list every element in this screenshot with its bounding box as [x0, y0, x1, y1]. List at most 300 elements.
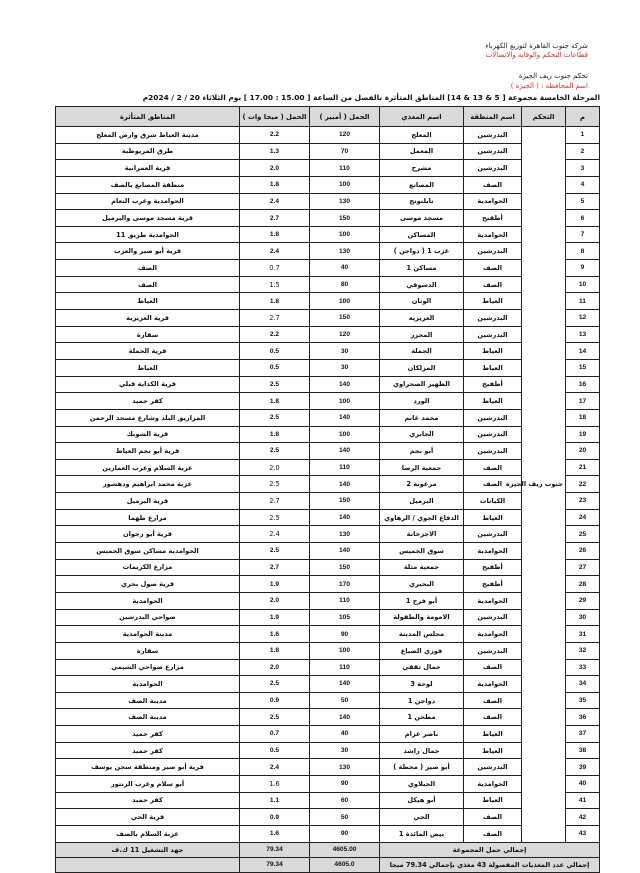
load-amp-cell: 140: [310, 476, 380, 493]
feeder-cell: الوتان: [380, 293, 464, 310]
load-mw-cell: 2.4: [240, 193, 310, 210]
row-index: 30: [566, 609, 600, 626]
group-total-mw: 79.34: [240, 842, 310, 857]
load-amp-cell: 90: [310, 775, 380, 792]
feeder-cell: مسجد موسى: [380, 210, 464, 227]
load-amp-cell: 130: [310, 759, 380, 776]
row-index: 12: [566, 310, 600, 327]
load-mw-cell: 2.7: [240, 310, 310, 327]
feeder-cell: المصانع: [380, 176, 464, 193]
row-index: 9: [566, 260, 600, 277]
region-cell: الصف: [464, 692, 522, 709]
feeder-cell: أبو هيكل: [380, 792, 464, 809]
region-cell: الصف: [464, 825, 522, 842]
load-amp-cell: 100: [310, 226, 380, 243]
table-row: [56, 726, 600, 743]
load-mw-cell: 2.4: [240, 526, 310, 543]
region-cell: البدرشين: [464, 310, 522, 327]
region-cell: البدرشين: [464, 143, 522, 160]
table-row: [56, 709, 600, 726]
affected-areas-cell: الحوامدية: [56, 676, 240, 693]
feeder-cell: أبو فرج 1: [380, 592, 464, 609]
region-cell: الحوامدية: [464, 226, 522, 243]
row-index: 7: [566, 226, 600, 243]
affected-areas-cell: قرية أبو صير ومنطقة سجن يوسف: [56, 759, 240, 776]
feeder-cell: دواجن 1: [380, 692, 464, 709]
table-row: [56, 509, 600, 526]
load-mw-cell: 1.6: [240, 626, 310, 643]
table-row: [56, 576, 600, 593]
affected-areas-cell: قرية أبو رجوان: [56, 526, 240, 543]
affected-areas-cell: الحوامدية طريق 11: [56, 226, 240, 243]
control-region-cell: جنوب ريف الجيزة: [522, 127, 566, 843]
load-mw-cell: 1.5: [240, 276, 310, 293]
load-mw-cell: 2.2: [240, 127, 310, 144]
load-mw-cell: 0.9: [240, 692, 310, 709]
table-row: [56, 792, 600, 809]
col-areas-header: المناطق المتأثرة: [56, 107, 240, 127]
region-cell: الحوامدية: [464, 543, 522, 560]
row-index: 1: [566, 127, 600, 144]
row-index: 25: [566, 526, 600, 543]
feeder-cell: مزغونة 2: [380, 476, 464, 493]
affected-areas-cell: عزبة محمد ابراهيم ودهشور: [56, 476, 240, 493]
feeder-cell: الامومة والطفولة: [380, 609, 464, 626]
region-cell: البدرشين: [464, 426, 522, 443]
feeder-cell: محمد غانم: [380, 409, 464, 426]
region-cell: الحوامدية: [464, 676, 522, 693]
table-row: [56, 243, 600, 260]
table-row: [56, 825, 600, 842]
load-mw-cell: 2.7: [240, 493, 310, 510]
load-amp-cell: 60: [310, 792, 380, 809]
region-cell: الحوامدية: [464, 775, 522, 792]
schedule-info-line: المرحلة الخامسة مجموعة [ 5 & 13 & 14] المناطق المتأثرة بالفصل من الساعة [ 15.00 : 17.00 ] يوم الثلاثاء 20 / 2 / 2024م: [142, 93, 600, 102]
feeder-cell: الدسوقي: [380, 276, 464, 293]
row-index: 28: [566, 576, 600, 593]
col-load-mw-header: الحمل ( ميجا وات ): [240, 107, 310, 127]
region-cell: أطفيح: [464, 376, 522, 393]
load-amp-cell: 150: [310, 493, 380, 510]
load-mw-cell: 0.5: [240, 343, 310, 360]
row-index: 33: [566, 659, 600, 676]
row-index: 15: [566, 359, 600, 376]
row-index: 37: [566, 726, 600, 743]
load-mw-cell: 2.5: [240, 409, 310, 426]
table-row: [56, 592, 600, 609]
affected-areas-cell: كفر حميد: [56, 393, 240, 410]
load-amp-cell: 140: [310, 409, 380, 426]
region-cell: أطفيح: [464, 576, 522, 593]
row-index: 3: [566, 160, 600, 177]
load-amp-cell: 140: [310, 676, 380, 693]
row-index: 13: [566, 326, 600, 343]
affected-areas-cell: قرية العزيزية: [56, 310, 240, 327]
affected-areas-cell: قرية الكداية قبلي: [56, 376, 240, 393]
feeder-cell: عزب 1 ( دواجن ): [380, 243, 464, 260]
affected-areas-cell: مدينة الصف: [56, 709, 240, 726]
load-amp-cell: 100: [310, 293, 380, 310]
table-row: [56, 543, 600, 560]
load-mw-cell: 2.0: [240, 592, 310, 609]
load-amp-cell: 150: [310, 210, 380, 227]
row-index: 39: [566, 759, 600, 776]
table-row: [56, 176, 600, 193]
load-mw-cell: 2.7: [240, 210, 310, 227]
feeder-cell: جمال راشد: [380, 742, 464, 759]
load-mw-cell: 2.2: [240, 326, 310, 343]
load-amp-cell: 130: [310, 243, 380, 260]
load-amp-cell: 140: [310, 376, 380, 393]
feeder-cell: مجلس المدينة: [380, 626, 464, 643]
row-index: 10: [566, 276, 600, 293]
region-cell: العياط: [464, 792, 522, 809]
row-index: 22: [566, 476, 600, 493]
feeder-cell: أبو صير ( محطة ): [380, 759, 464, 776]
affected-areas-cell: قرية أبو صير والعزب: [56, 243, 240, 260]
feeder-cell: الظهير الصحراوي: [380, 376, 464, 393]
load-mw-cell: 1.6: [240, 825, 310, 842]
feeder-cell: لوحة 3: [380, 676, 464, 693]
affected-areas-cell: طرق المريوطية: [56, 143, 240, 160]
region-cell: البدرشين: [464, 609, 522, 626]
load-amp-cell: 30: [310, 742, 380, 759]
feeder-cell: المعلج: [380, 127, 464, 144]
load-amp-cell: 30: [310, 343, 380, 360]
affected-areas-cell: كفر حميد: [56, 726, 240, 743]
region-cell: العياط: [464, 393, 522, 410]
load-amp-cell: 150: [310, 310, 380, 327]
region-cell: العياط: [464, 726, 522, 743]
region-cell: البدرشين: [464, 642, 522, 659]
table-row: [56, 559, 600, 576]
affected-areas-cell: العياط: [56, 293, 240, 310]
row-index: 27: [566, 559, 600, 576]
table-row: [56, 343, 600, 360]
affected-areas-cell: قرية مسجد موسى والبرميل: [56, 210, 240, 227]
affected-areas-cell: كفر حميد: [56, 792, 240, 809]
affected-areas-cell: سقارة: [56, 642, 240, 659]
feeder-cell: مساكن 1: [380, 260, 464, 277]
table-header-row: [56, 107, 600, 127]
col-index-header: م: [566, 107, 600, 127]
load-amp-cell: 80: [310, 276, 380, 293]
load-amp-cell: 140: [310, 443, 380, 460]
load-mw-cell: 0.5: [240, 742, 310, 759]
load-amp-cell: 170: [310, 576, 380, 593]
region-cell: الصف: [464, 709, 522, 726]
table-row: [56, 676, 600, 693]
load-mw-cell: 2.4: [240, 243, 310, 260]
load-amp-cell: 40: [310, 260, 380, 277]
col-load-amp-header: الحمل ( أمبير ): [310, 107, 380, 127]
region-cell: البدرشين: [464, 326, 522, 343]
table-row: [56, 659, 600, 676]
feeder-cell: بيض المائدة 1: [380, 825, 464, 842]
group-total-label: إجمالي حمل المجموعة: [380, 842, 600, 857]
table-row: [56, 775, 600, 792]
load-mw-cell: 0.7: [240, 726, 310, 743]
load-amp-cell: 150: [310, 559, 380, 576]
load-amp-cell: 130: [310, 526, 380, 543]
load-amp-cell: 90: [310, 825, 380, 842]
load-mw-cell: 1.8: [240, 426, 310, 443]
load-amp-cell: 110: [310, 592, 380, 609]
table-body: [56, 127, 600, 843]
region-cell: العياط: [464, 343, 522, 360]
load-amp-cell: 90: [310, 626, 380, 643]
affected-areas-cell: كفر حميد: [56, 742, 240, 759]
affected-areas-cell: الصف: [56, 260, 240, 277]
row-index: 38: [566, 742, 600, 759]
control-name: تحكم جنوب ريف الجيزة: [518, 72, 588, 80]
load-amp-cell: 105: [310, 609, 380, 626]
group-total-amp: 4605.00: [310, 842, 380, 857]
grand-total-mw: 79.34: [240, 857, 310, 872]
row-index: 29: [566, 592, 600, 609]
region-cell: أطفيح: [464, 559, 522, 576]
table-row: [56, 409, 600, 426]
grand-total-label: إجمالي عدد المغذيات المفصولة 43 مغذي بإجمالي 79.34 ميجا: [380, 857, 600, 872]
load-mw-cell: 1.8: [240, 176, 310, 193]
load-amp-cell: 110: [310, 659, 380, 676]
table-row: [56, 609, 600, 626]
load-mw-cell: 2.4: [240, 759, 310, 776]
load-amp-cell: 120: [310, 326, 380, 343]
load-amp-cell: 70: [310, 143, 380, 160]
region-cell: العياط: [464, 742, 522, 759]
load-mw-cell: 2.0: [240, 459, 310, 476]
affected-areas-cell: قرية صول بحري: [56, 576, 240, 593]
affected-areas-cell: مزارع طهما: [56, 509, 240, 526]
table-row: [56, 260, 600, 277]
load-mw-cell: 1.3: [240, 143, 310, 160]
region-cell: البدرشين: [464, 443, 522, 460]
feeder-cell: سوق الخميس: [380, 543, 464, 560]
feeder-cell: جمال ثقفي: [380, 659, 464, 676]
feeder-cell: ناصر عزام: [380, 726, 464, 743]
table-row: [56, 160, 600, 177]
load-amp-cell: 100: [310, 176, 380, 193]
load-mw-cell: 1.9: [240, 576, 310, 593]
load-amp-cell: 140: [310, 709, 380, 726]
affected-areas-cell: ضواحي البدرشين: [56, 609, 240, 626]
affected-areas-cell: قرية العمرانية: [56, 160, 240, 177]
region-cell: العياط: [464, 359, 522, 376]
feeder-cell: مطحن 1: [380, 709, 464, 726]
row-index: 35: [566, 692, 600, 709]
table-row: [56, 742, 600, 759]
region-cell: الحوامدية: [464, 193, 522, 210]
load-amp-cell: 100: [310, 393, 380, 410]
table-row: [56, 359, 600, 376]
affected-areas-cell: مدينة الحوامدية: [56, 626, 240, 643]
load-amp-cell: 140: [310, 509, 380, 526]
region-cell: البدرشين: [464, 759, 522, 776]
feeder-cell: المجزر: [380, 326, 464, 343]
row-index: 24: [566, 509, 600, 526]
affected-areas-cell: مدينة العياط شرق وارض المعلج: [56, 127, 240, 144]
region-cell: الصف: [464, 809, 522, 826]
table-row: [56, 376, 600, 393]
affected-areas-cell: قرية الشوبك: [56, 426, 240, 443]
table-row: [56, 276, 600, 293]
group-total-row: [56, 842, 600, 857]
affected-areas-cell: مزارع ضواحي الشيمي: [56, 659, 240, 676]
region-cell: الصف: [464, 260, 522, 277]
load-mw-cell: 2.7: [240, 559, 310, 576]
table-row: [56, 692, 600, 709]
region-cell: العياط: [464, 509, 522, 526]
load-amp-cell: 110: [310, 160, 380, 177]
row-index: 16: [566, 376, 600, 393]
table-row: [56, 759, 600, 776]
grand-total-amp: 4605.0: [310, 857, 380, 872]
col-region-header: اسم المنطقة: [464, 107, 522, 127]
affected-areas-cell: منطقة المصانع بالصف: [56, 176, 240, 193]
feeder-cell: جمعية الرضا: [380, 459, 464, 476]
table-row: [56, 293, 600, 310]
region-cell: البدرشين: [464, 127, 522, 144]
group-voltage-note: جهد التشغيل 11 ك.ف: [56, 842, 240, 857]
row-index: 36: [566, 709, 600, 726]
sector-name: قطاعات التحكم والوقاية والاتصالات: [485, 51, 588, 59]
grand-total-blank: [56, 857, 240, 872]
affected-areas-cell: مزارع الكريمات: [56, 559, 240, 576]
load-mw-cell: 1.8: [240, 642, 310, 659]
affected-areas-cell: الحوامدية وغرب النعام: [56, 193, 240, 210]
table-row: [56, 493, 600, 510]
outage-table: [55, 106, 600, 873]
grand-total-row: [56, 857, 600, 872]
row-index: 32: [566, 642, 600, 659]
load-amp-cell: 100: [310, 426, 380, 443]
load-mw-cell: 1.8: [240, 293, 310, 310]
feeder-cell: مشرح: [380, 160, 464, 177]
load-mw-cell: 2.0: [240, 659, 310, 676]
region-cell: أطفيح: [464, 210, 522, 227]
row-index: 18: [566, 409, 600, 426]
load-amp-cell: 120: [310, 127, 380, 144]
affected-areas-cell: المرازيق البلد وشارع مسجد الرحمن: [56, 409, 240, 426]
affected-areas-cell: الحوامدية: [56, 592, 240, 609]
table-row: [56, 443, 600, 460]
row-index: 21: [566, 459, 600, 476]
feeder-cell: تابلنوتج: [380, 193, 464, 210]
feeder-cell: الجملة: [380, 343, 464, 360]
region-cell: الصف: [464, 176, 522, 193]
load-amp-cell: 110: [310, 459, 380, 476]
feeder-cell: الورد: [380, 393, 464, 410]
load-mw-cell: 2.0: [240, 160, 310, 177]
feeder-cell: المزلكان: [380, 359, 464, 376]
table-row: [56, 526, 600, 543]
load-mw-cell: 1.6: [240, 775, 310, 792]
table-row: [56, 310, 600, 327]
affected-areas-cell: العياط: [56, 359, 240, 376]
region-cell: الصف: [464, 659, 522, 676]
feeder-cell: أبو نجم: [380, 443, 464, 460]
row-index: 14: [566, 343, 600, 360]
affected-areas-cell: قرية الحي: [56, 809, 240, 826]
affected-areas-cell: قرية الجملة: [56, 343, 240, 360]
table-row: [56, 426, 600, 443]
table-row: [56, 226, 600, 243]
affected-areas-cell: الحوامدية مساكن سوق الخميس: [56, 543, 240, 560]
load-amp-cell: 100: [310, 642, 380, 659]
table-row: [56, 626, 600, 643]
feeder-cell: البرميل: [380, 493, 464, 510]
table-row: [56, 193, 600, 210]
governorate-name: اسم المحافظة : ( الجيزة ): [510, 82, 588, 90]
load-mw-cell: 2.5: [240, 476, 310, 493]
row-index: 2: [566, 143, 600, 160]
load-mw-cell: 2.5: [240, 443, 310, 460]
row-index: 26: [566, 543, 600, 560]
load-mw-cell: 2.5: [240, 509, 310, 526]
region-cell: البدرشين: [464, 409, 522, 426]
region-cell: العياط: [464, 293, 522, 310]
load-mw-cell: 1.1: [240, 792, 310, 809]
row-index: 23: [566, 493, 600, 510]
row-index: 11: [566, 293, 600, 310]
region-cell: البدرشين: [464, 526, 522, 543]
feeder-cell: الجبلاوي: [380, 775, 464, 792]
feeder-cell: الجابري: [380, 426, 464, 443]
region-cell: البدرشين: [464, 160, 522, 177]
row-index: 40: [566, 775, 600, 792]
company-name: شركة جنوب القاهرة لتوزيع الكهرباء: [485, 42, 588, 50]
table-row: [56, 326, 600, 343]
region-cell: الحوامدية: [464, 626, 522, 643]
table-row: [56, 210, 600, 227]
region-cell: الصف: [464, 459, 522, 476]
feeder-cell: الحي: [380, 809, 464, 826]
affected-areas-cell: قرية أبو نجم العياط: [56, 443, 240, 460]
load-mw-cell: 1.8: [240, 393, 310, 410]
row-index: 17: [566, 393, 600, 410]
affected-areas-cell: أبو سلام وعرب الزنتور: [56, 775, 240, 792]
load-mw-cell: 2.5: [240, 676, 310, 693]
table-row: [56, 143, 600, 160]
row-index: 5: [566, 193, 600, 210]
affected-areas-cell: عزبة السلام بالصف: [56, 825, 240, 842]
table-row: [56, 809, 600, 826]
row-index: 34: [566, 676, 600, 693]
feeder-cell: المساكن: [380, 226, 464, 243]
load-amp-cell: 40: [310, 726, 380, 743]
feeder-cell: العزيزيه: [380, 310, 464, 327]
row-index: 19: [566, 426, 600, 443]
row-index: 41: [566, 792, 600, 809]
load-mw-cell: 0.7: [240, 260, 310, 277]
affected-areas-cell: الصف: [56, 276, 240, 293]
table-row: [56, 393, 600, 410]
region-cell: البدرشين: [464, 243, 522, 260]
load-mw-cell: 2.5: [240, 709, 310, 726]
load-amp-cell: 50: [310, 809, 380, 826]
col-control-header: التحكم: [522, 107, 566, 127]
region-cell: الصف: [464, 476, 522, 493]
feeder-cell: جمعية مثلة: [380, 559, 464, 576]
load-amp-cell: 130: [310, 193, 380, 210]
region-cell: الكيانات: [464, 493, 522, 510]
row-index: 4: [566, 176, 600, 193]
feeder-cell: المعمل: [380, 143, 464, 160]
row-index: 20: [566, 443, 600, 460]
row-index: 43: [566, 825, 600, 842]
row-index: 8: [566, 243, 600, 260]
